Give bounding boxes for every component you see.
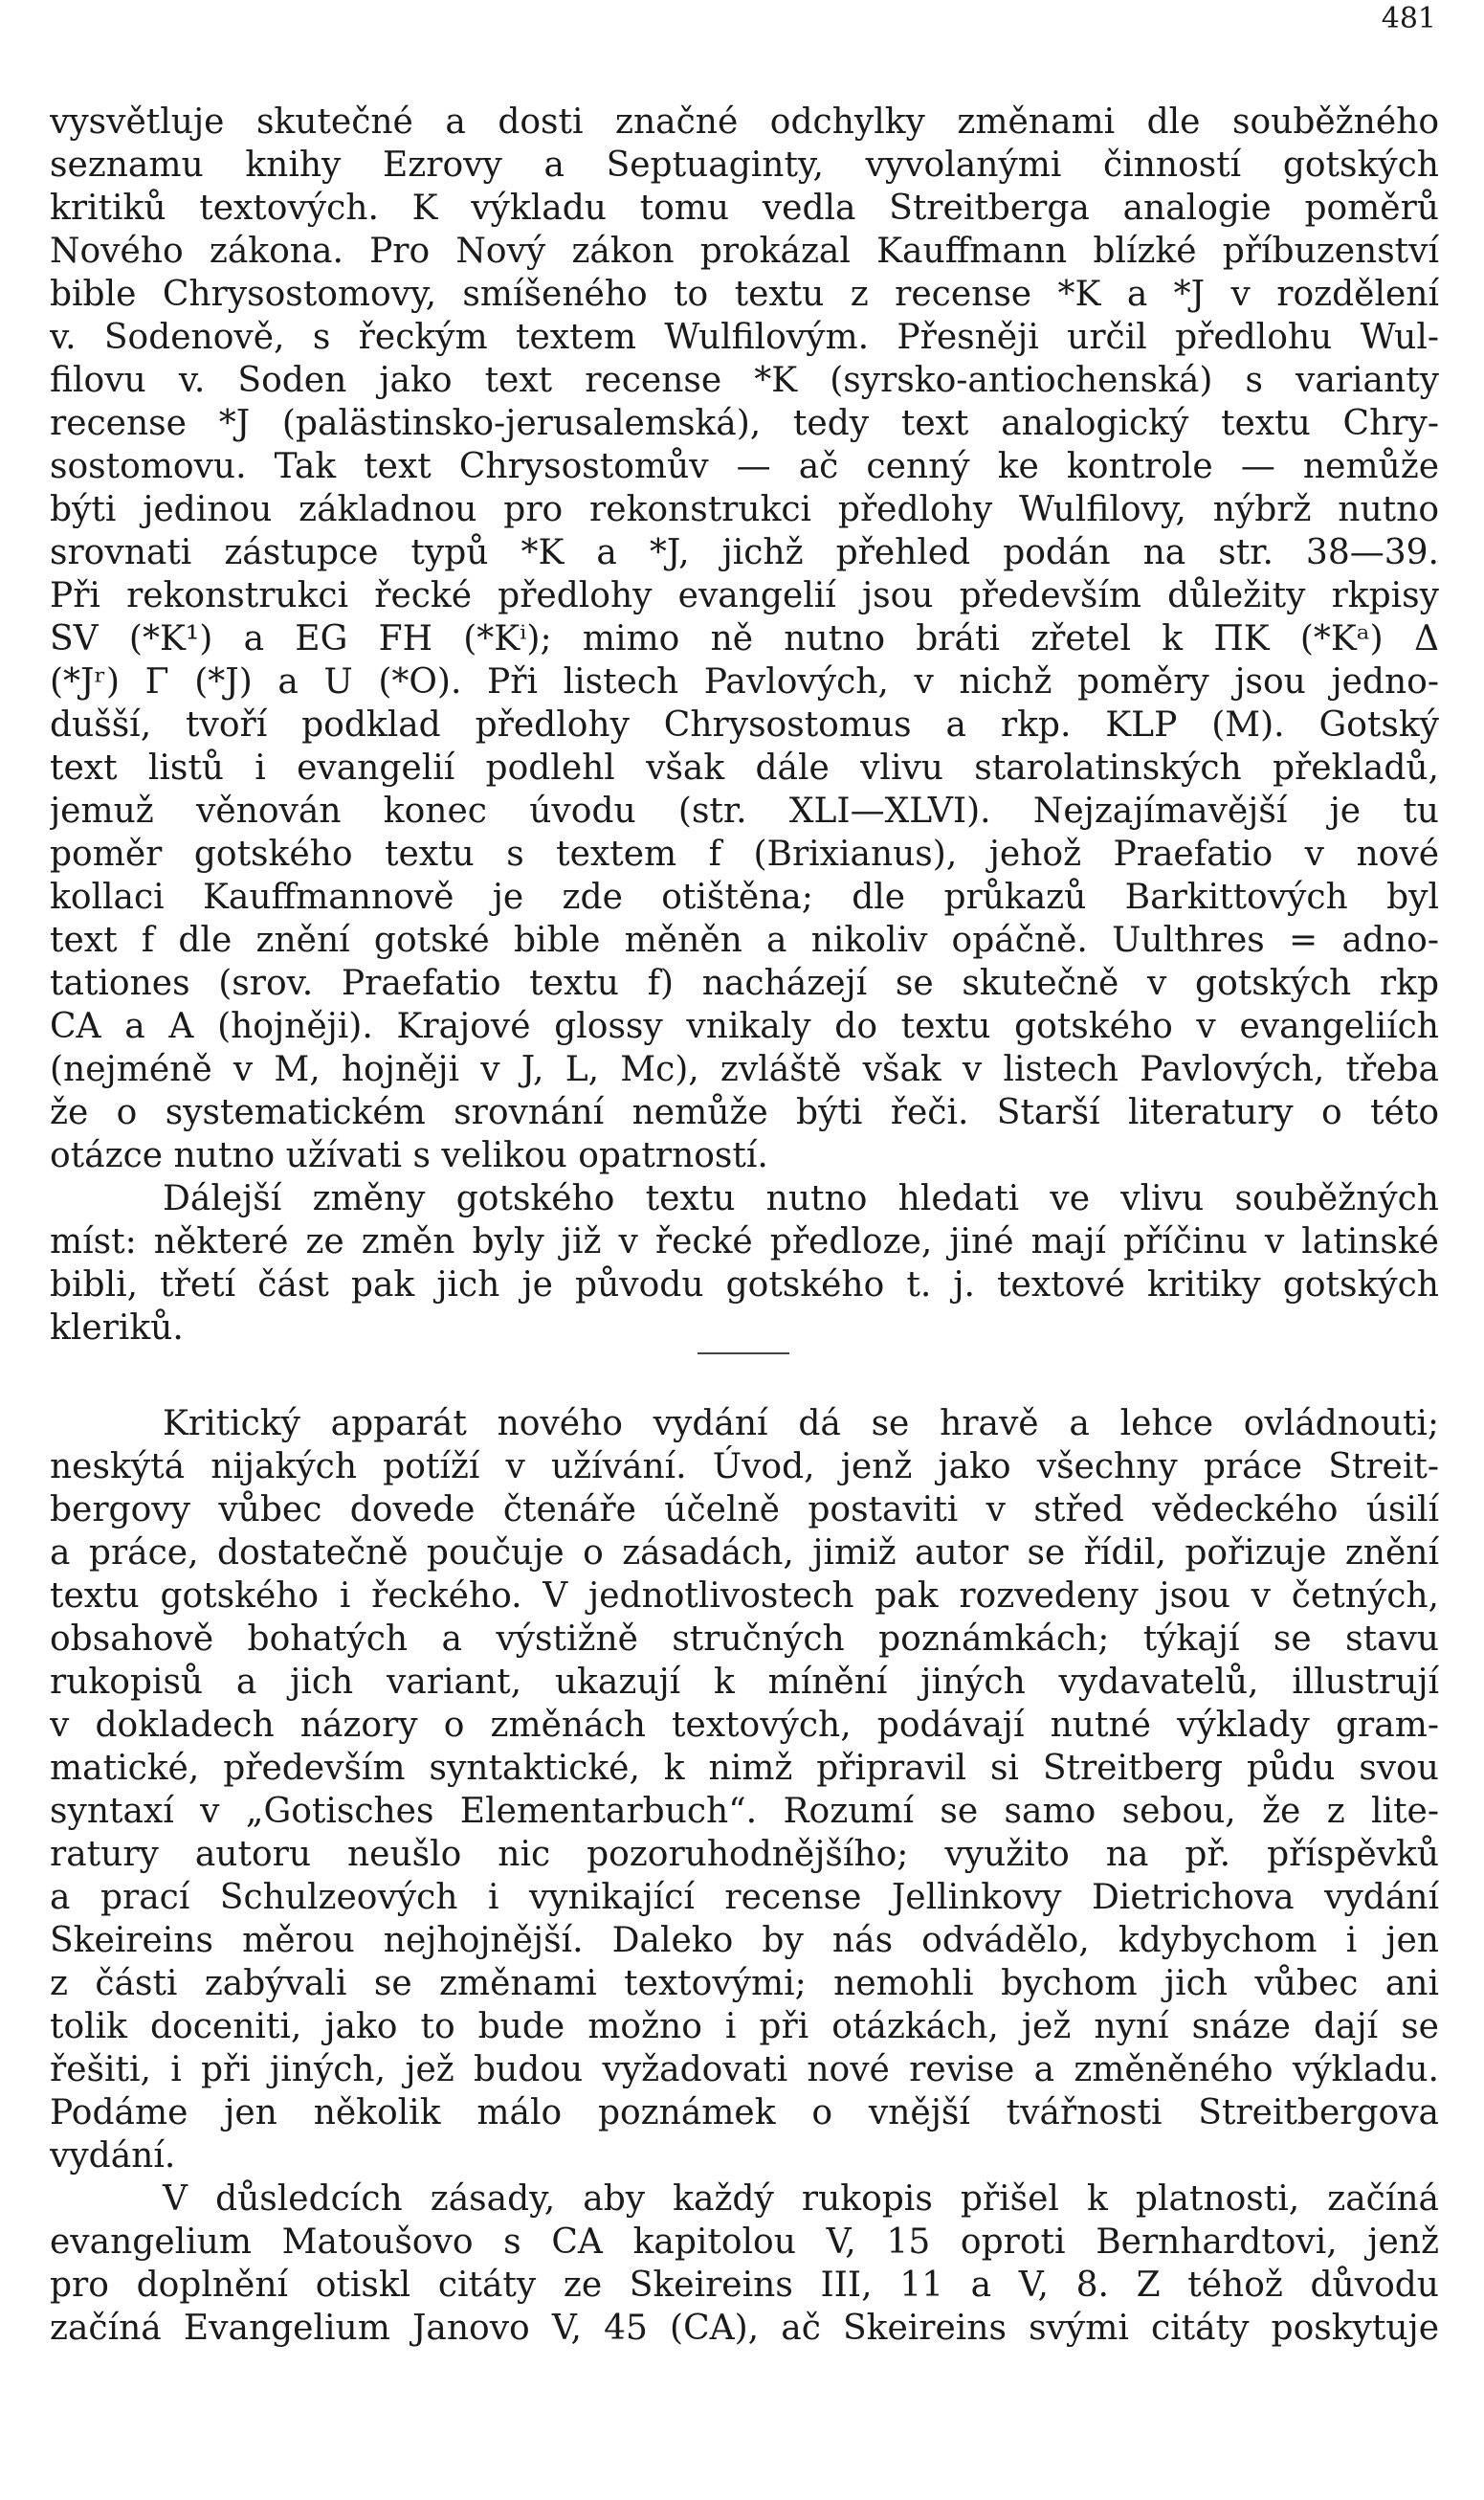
text-line: syntaxí v „Gotisches Elementarbuch“. Rozumí se samo sebou, že z lite-: [50, 1792, 1439, 1831]
text-line: ratury autoru neušlo nic pozoruhodnějšího; využito na př. příspěvků: [50, 1835, 1439, 1874]
text-line: bible Chrysostomovy, smíšeného to textu z recense *K a *J v rozdělení: [50, 275, 1439, 314]
text-line: kleriků.: [50, 1308, 184, 1348]
text-line: neskýtá nijakých potíží v užívání. Úvod, jenž jako všechny práce Streit-: [50, 1447, 1439, 1486]
text-column-upper: [50, 100, 1439, 1350]
text-line: (nejméně v M, hojněji v J, L, Mc), zvláště však v listech Pavlových, třeba: [50, 1050, 1439, 1089]
text-line: vydání.: [50, 2136, 176, 2176]
text-line: Podáme jen několik málo poznámek o vnější tvářnosti Streitbergova: [50, 2093, 1439, 2132]
text-line: filovu v. Soden jako text recense *K (syrsko-antiochenská) s varianty: [50, 361, 1439, 400]
text-line: a prací Schulzeových i vynikající recense Jellinkovy Dietrichova vydání: [50, 1878, 1439, 1917]
text-line: pro doplnění otiskl citáty ze Skeireins III, 11 a V, 8. Z téhož důvodu: [50, 2266, 1439, 2305]
paragraph: [50, 1177, 1439, 1350]
text-line: recense *J (palästinsko-jerusalemská), tedy text analogický textu Chry-: [50, 404, 1439, 443]
text-line: matické, především syntaktické, k nimž připravil si Streitberg půdu svou: [50, 1749, 1439, 1788]
text-line: jemuž věnován konec úvodu (str. XLI—XLVI). Nejzajímavější je tu: [50, 792, 1439, 831]
text-line: a práce, dostatečně poučuje o zásadách, jimiž autor se řídil, pořizuje znění: [50, 1533, 1439, 1573]
text-line: vysvětluje skutečné a dosti značné odchylky změnami dle souběžného: [50, 102, 1439, 142]
section-divider: [698, 1352, 789, 1354]
text-line: kollaci Kauffmannově je zde otištěna; dle průkazů Barkittových byl: [50, 878, 1439, 917]
text-line: v dokladech názory o změnách textových, podávají nutné výklady gram-: [50, 1706, 1439, 1745]
text-line: rukopisů a jich variant, ukazují k mínění jiných vydavatelů, illustrují: [50, 1663, 1439, 1702]
text-line: SV (*K¹) a EG FH (*Kⁱ); mimo ně nutno bráti zřetel k ΠK (*Kᵃ) Δ: [50, 619, 1439, 658]
text-line: textu gotského i řeckého. V jednotlivostech pak rozvedeny jsou v četných,: [50, 1576, 1439, 1616]
text-line: srovnati zástupce typů *K a *J, jichž přehled podán na str. 38—39.: [50, 533, 1439, 572]
text-line: CA a A (hojněji). Krajové glossy vnikaly do textu gotského v evangeliích: [50, 1007, 1439, 1046]
text-line: kritiků textových. K výkladu tomu vedla Streitberga analogie poměrů: [50, 189, 1439, 228]
text-line: text listů i evangelií podlehl však dále vlivu starolatinských překladů,: [50, 748, 1439, 788]
text-line: tolik doceniti, jako to bude možno i při otázkách, jež nyní snáze dají se: [50, 2007, 1439, 2046]
text-line: býti jedinou základnou pro rekonstrukci předlohy Wulfilovy, nýbrž nutno: [50, 490, 1439, 529]
text-line: že o systematickém srovnání nemůže býti řeči. Starší literatury o této: [50, 1093, 1439, 1132]
text-line: sostomovu. Tak text Chrysostomův — ač cenný ke kontrole — nemůže: [50, 447, 1439, 486]
text-line: začíná Evangelium Janovo V, 45 (CA), ač Skeireins svými citáty poskytuje: [50, 2309, 1439, 2348]
text-line: Dálejší změny gotského textu nutno hledati ve vlivu souběžných: [163, 1179, 1439, 1218]
text-line: dušší, tvoří podklad předlohy Chrysostomus a rkp. KLP (M). Gotský: [50, 705, 1439, 745]
text-line: text f dle znění gotské bible měněn a nikoliv opáčně. Uulthres = adno-: [50, 921, 1439, 960]
text-line: otázce nutno užívati s velikou opatrností.: [50, 1136, 768, 1175]
text-line: (*Jʳ) Γ (*J) a U (*O). Při listech Pavlových, v nichž poměry jsou jedno-: [50, 662, 1439, 702]
text-line: bergovy vůbec dovede čtenáře účelně postaviti v střed vědeckého úsilí: [50, 1490, 1439, 1529]
text-line: V důsledcích zásady, aby každý rukopis přišel k platnosti, začíná: [163, 2179, 1439, 2219]
text-line: poměr gotského textu s textem f (Brixianus), jehož Praefatio v nové: [50, 835, 1439, 874]
text-line: Nového zákona. Pro Nový zákon prokázal Kauffmann blízké příbuzenství: [50, 232, 1439, 271]
text-line: Při rekonstrukci řecké předlohy evangelií jsou především důležity rkpisy: [50, 576, 1439, 615]
text-line: řešiti, i při jiných, jež budou vyžadovati nové revise a změněného výkladu.: [50, 2050, 1439, 2089]
text-line: z části zabývali se změnami textovými; nemohli bychom jich vůbec ani: [50, 1964, 1439, 2003]
text-line: míst: některé ze změn byly již v řecké předloze, jiné mají příčinu v latinské: [50, 1222, 1439, 1261]
page-number: 481: [1381, 2, 1436, 35]
text-line: v. Sodenově, s řeckým textem Wulfilovým. Přesněji určil předlohu Wul-: [50, 318, 1439, 357]
paragraph: [50, 100, 1439, 1177]
text-line: Kritický apparát nového vydání dá se hravě a lehce ovládnouti;: [163, 1404, 1439, 1443]
text-line: bibli, třetí část pak jich je původu gotského t. j. textové kritiky gotských: [50, 1265, 1439, 1305]
text-line: seznamu knihy Ezrovy a Septuaginty, vyvolanými činností gotských: [50, 145, 1439, 185]
text-line: tationes (srov. Praefatio textu f) nacházejí se skutečně v gotských rkp: [50, 964, 1439, 1003]
text-column-lower: [50, 1402, 1439, 2350]
text-line: evangelium Matoušovo s CA kapitolou V, 15 oproti Bernhardtovi, jenž: [50, 2222, 1439, 2262]
text-line: Skeireins měrou nejhojnější. Daleko by nás odvádělo, kdybychom i jen: [50, 1921, 1439, 1960]
paragraph: [50, 1402, 1439, 2177]
text-line: obsahově bohatých a výstižně stručných poznámkách; týkají se stavu: [50, 1619, 1439, 1659]
paragraph: [50, 2177, 1439, 2350]
